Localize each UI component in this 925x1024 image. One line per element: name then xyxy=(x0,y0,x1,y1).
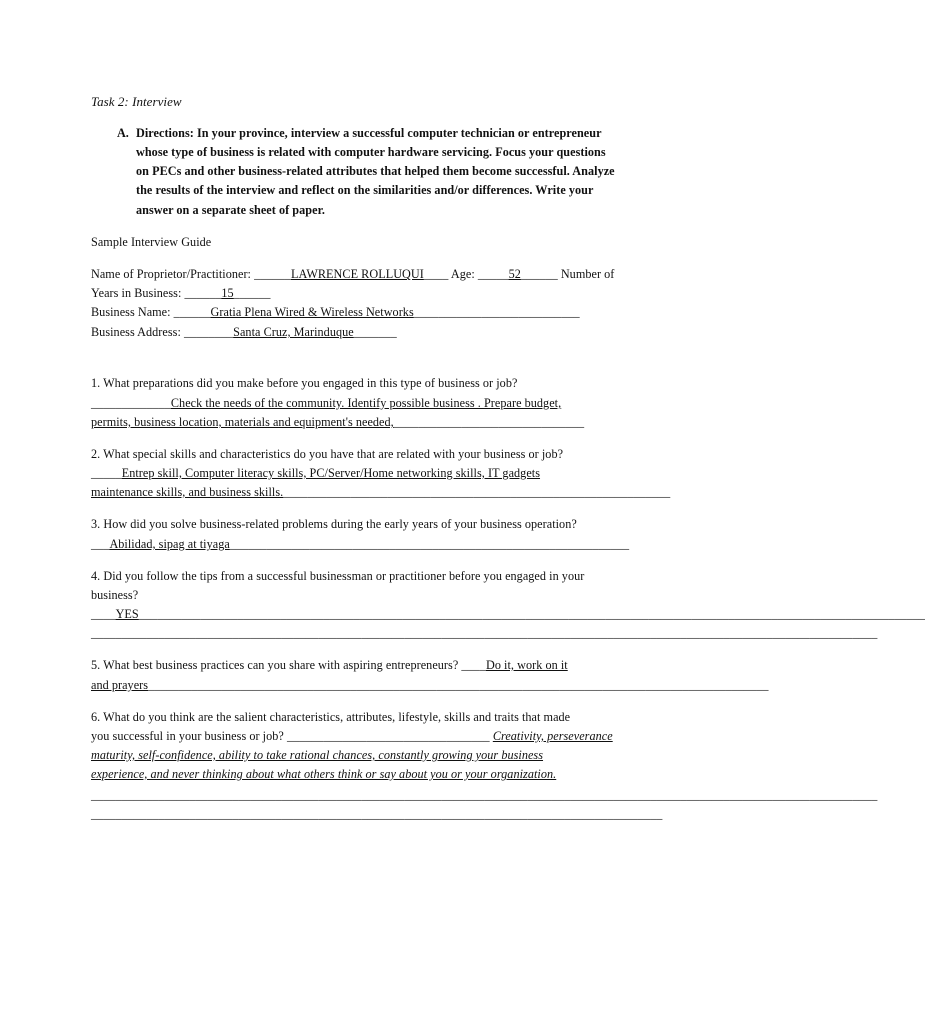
answer-2-line-2 xyxy=(91,485,670,500)
answer-2-line-1 xyxy=(91,466,540,481)
business-address-label: Business Address: ________ xyxy=(91,325,234,339)
business-name-label: Business Name: ______ xyxy=(91,305,211,319)
question-3: 3. How did you solve business-related problems during the early years of your business operation? xyxy=(91,517,577,531)
years-row xyxy=(91,286,271,301)
answer-4-lead: ____ xyxy=(91,607,116,621)
answer-1-line-2 xyxy=(91,415,584,430)
answer-1-text-2: permits, business location, materials and equipment's needed, xyxy=(91,415,394,429)
business-name-value: Gratia Plena Wired & Wireless Networks xyxy=(210,305,414,319)
proprietor-value: LAWRENCE ROLLUQUI xyxy=(290,267,424,281)
answer-1-tail: _______________________________ xyxy=(393,415,585,429)
answer-3-text: Abilidad, sipag at tiyaga xyxy=(109,537,230,551)
answer-6-line-2: maturity, self-confidence, ability to take rational chances, constantly growing your business xyxy=(91,748,544,762)
answer-2-text-1: Entrep skill, Computer literacy skills, PC/Server/Home networking skills, IT gadgets xyxy=(121,466,541,480)
question-2: 2. What special skills and characteristics do you have that are related with your business or job? xyxy=(91,447,564,461)
question-4-line-2: business? xyxy=(91,588,139,602)
answer-1-text-1: Check the needs of the community. Identify possible business . Prepare budget, xyxy=(170,396,562,410)
question-6-line-2 xyxy=(91,729,613,744)
answer-3-line-1 xyxy=(91,537,629,552)
answer-1-line-1 xyxy=(91,396,561,411)
business-address-value: Santa Cruz, Marinduque xyxy=(233,325,354,339)
answer-6-line-3: experience, and never thinking about what others think or say about you or your organization. xyxy=(91,767,557,781)
directions-line-5: answer on a separate sheet of paper. xyxy=(136,203,326,217)
years-value: 15 xyxy=(221,286,234,300)
answer-4-line-1 xyxy=(91,607,925,622)
proprietor-label: Name of Proprietor/Practitioner: ______ xyxy=(91,267,291,281)
question-6-text-2: you successful in your business or job? _________________________________ xyxy=(91,729,493,743)
answer-1-lead: _____________ xyxy=(91,396,171,410)
business-name-row xyxy=(91,305,580,320)
answer-4-text: YES xyxy=(115,607,139,621)
proprietor-tail: ____ xyxy=(423,267,449,281)
question-5-text: 5. What best business practices can you share with aspiring entrepreneurs? ____ xyxy=(91,658,486,672)
answer-5-text-2: and prayers xyxy=(91,678,149,692)
answer-5-tail: _____________________________________________________________________________________________________ xyxy=(148,678,769,692)
answer-6-blank-line-1: ________________________________________________________________________________________________________________________________ xyxy=(91,788,878,802)
question-6-line-1: 6. What do you think are the salient characteristics, attributes, lifestyle, skills and traits that made xyxy=(91,710,571,724)
question-5 xyxy=(91,658,568,673)
question-4-line-1: 4. Did you follow the tips from a successful businessman or practitioner before you engaged in your xyxy=(91,569,585,583)
business-address-tail: _______ xyxy=(353,325,397,339)
directions-line-4: the results of the interview and reflect on the similarities and/or differences. Write your xyxy=(136,183,594,197)
directions-marker: A. xyxy=(117,126,129,140)
answer-4-tail: ________________________________________________________________________________________________________________________________ xyxy=(138,607,925,621)
answer-3-tail: _________________________________________________________________ xyxy=(229,537,630,551)
answer-3-lead: ___ xyxy=(91,537,110,551)
age-value: 52 xyxy=(508,267,521,281)
years-label: Years in Business: ______ xyxy=(91,286,222,300)
answer-2-tail: _______________________________________________________________ xyxy=(283,485,671,499)
proprietor-row xyxy=(91,267,614,282)
answer-2-text-2: maintenance skills, and business skills. xyxy=(91,485,284,499)
age-label: Age: _____ xyxy=(448,267,509,281)
answer-5-text-1: Do it, work on it xyxy=(485,658,568,672)
answer-5-line-2 xyxy=(91,678,769,693)
directions-line-2: whose type of business is related with computer hardware servicing. Focus your questions xyxy=(136,145,606,159)
task-title: Task 2: Interview xyxy=(91,94,182,109)
directions-line-1: Directions: In your province, interview a successful computer technician or entrepreneur xyxy=(136,126,602,140)
age-tail: ______ Number of xyxy=(520,267,615,281)
answer-6-blank-line-2: _____________________________________________________________________________________________ xyxy=(91,807,663,821)
guide-title: Sample Interview Guide xyxy=(91,235,212,249)
business-name-tail: ___________________________ xyxy=(413,305,580,319)
business-address-row xyxy=(91,325,397,340)
answer-6-text-1: Creativity, perseverance xyxy=(492,729,613,743)
question-1: 1. What preparations did you make before you engaged in this type of business or job? xyxy=(91,376,518,390)
years-tail: ______ xyxy=(233,286,271,300)
directions-line-3: on PECs and other business-related attributes that helped them become successful. Analyze xyxy=(136,164,615,178)
answer-2-lead: _____ xyxy=(91,466,122,480)
answer-4-line-2: ________________________________________________________________________________________________________________________________ xyxy=(91,626,878,640)
